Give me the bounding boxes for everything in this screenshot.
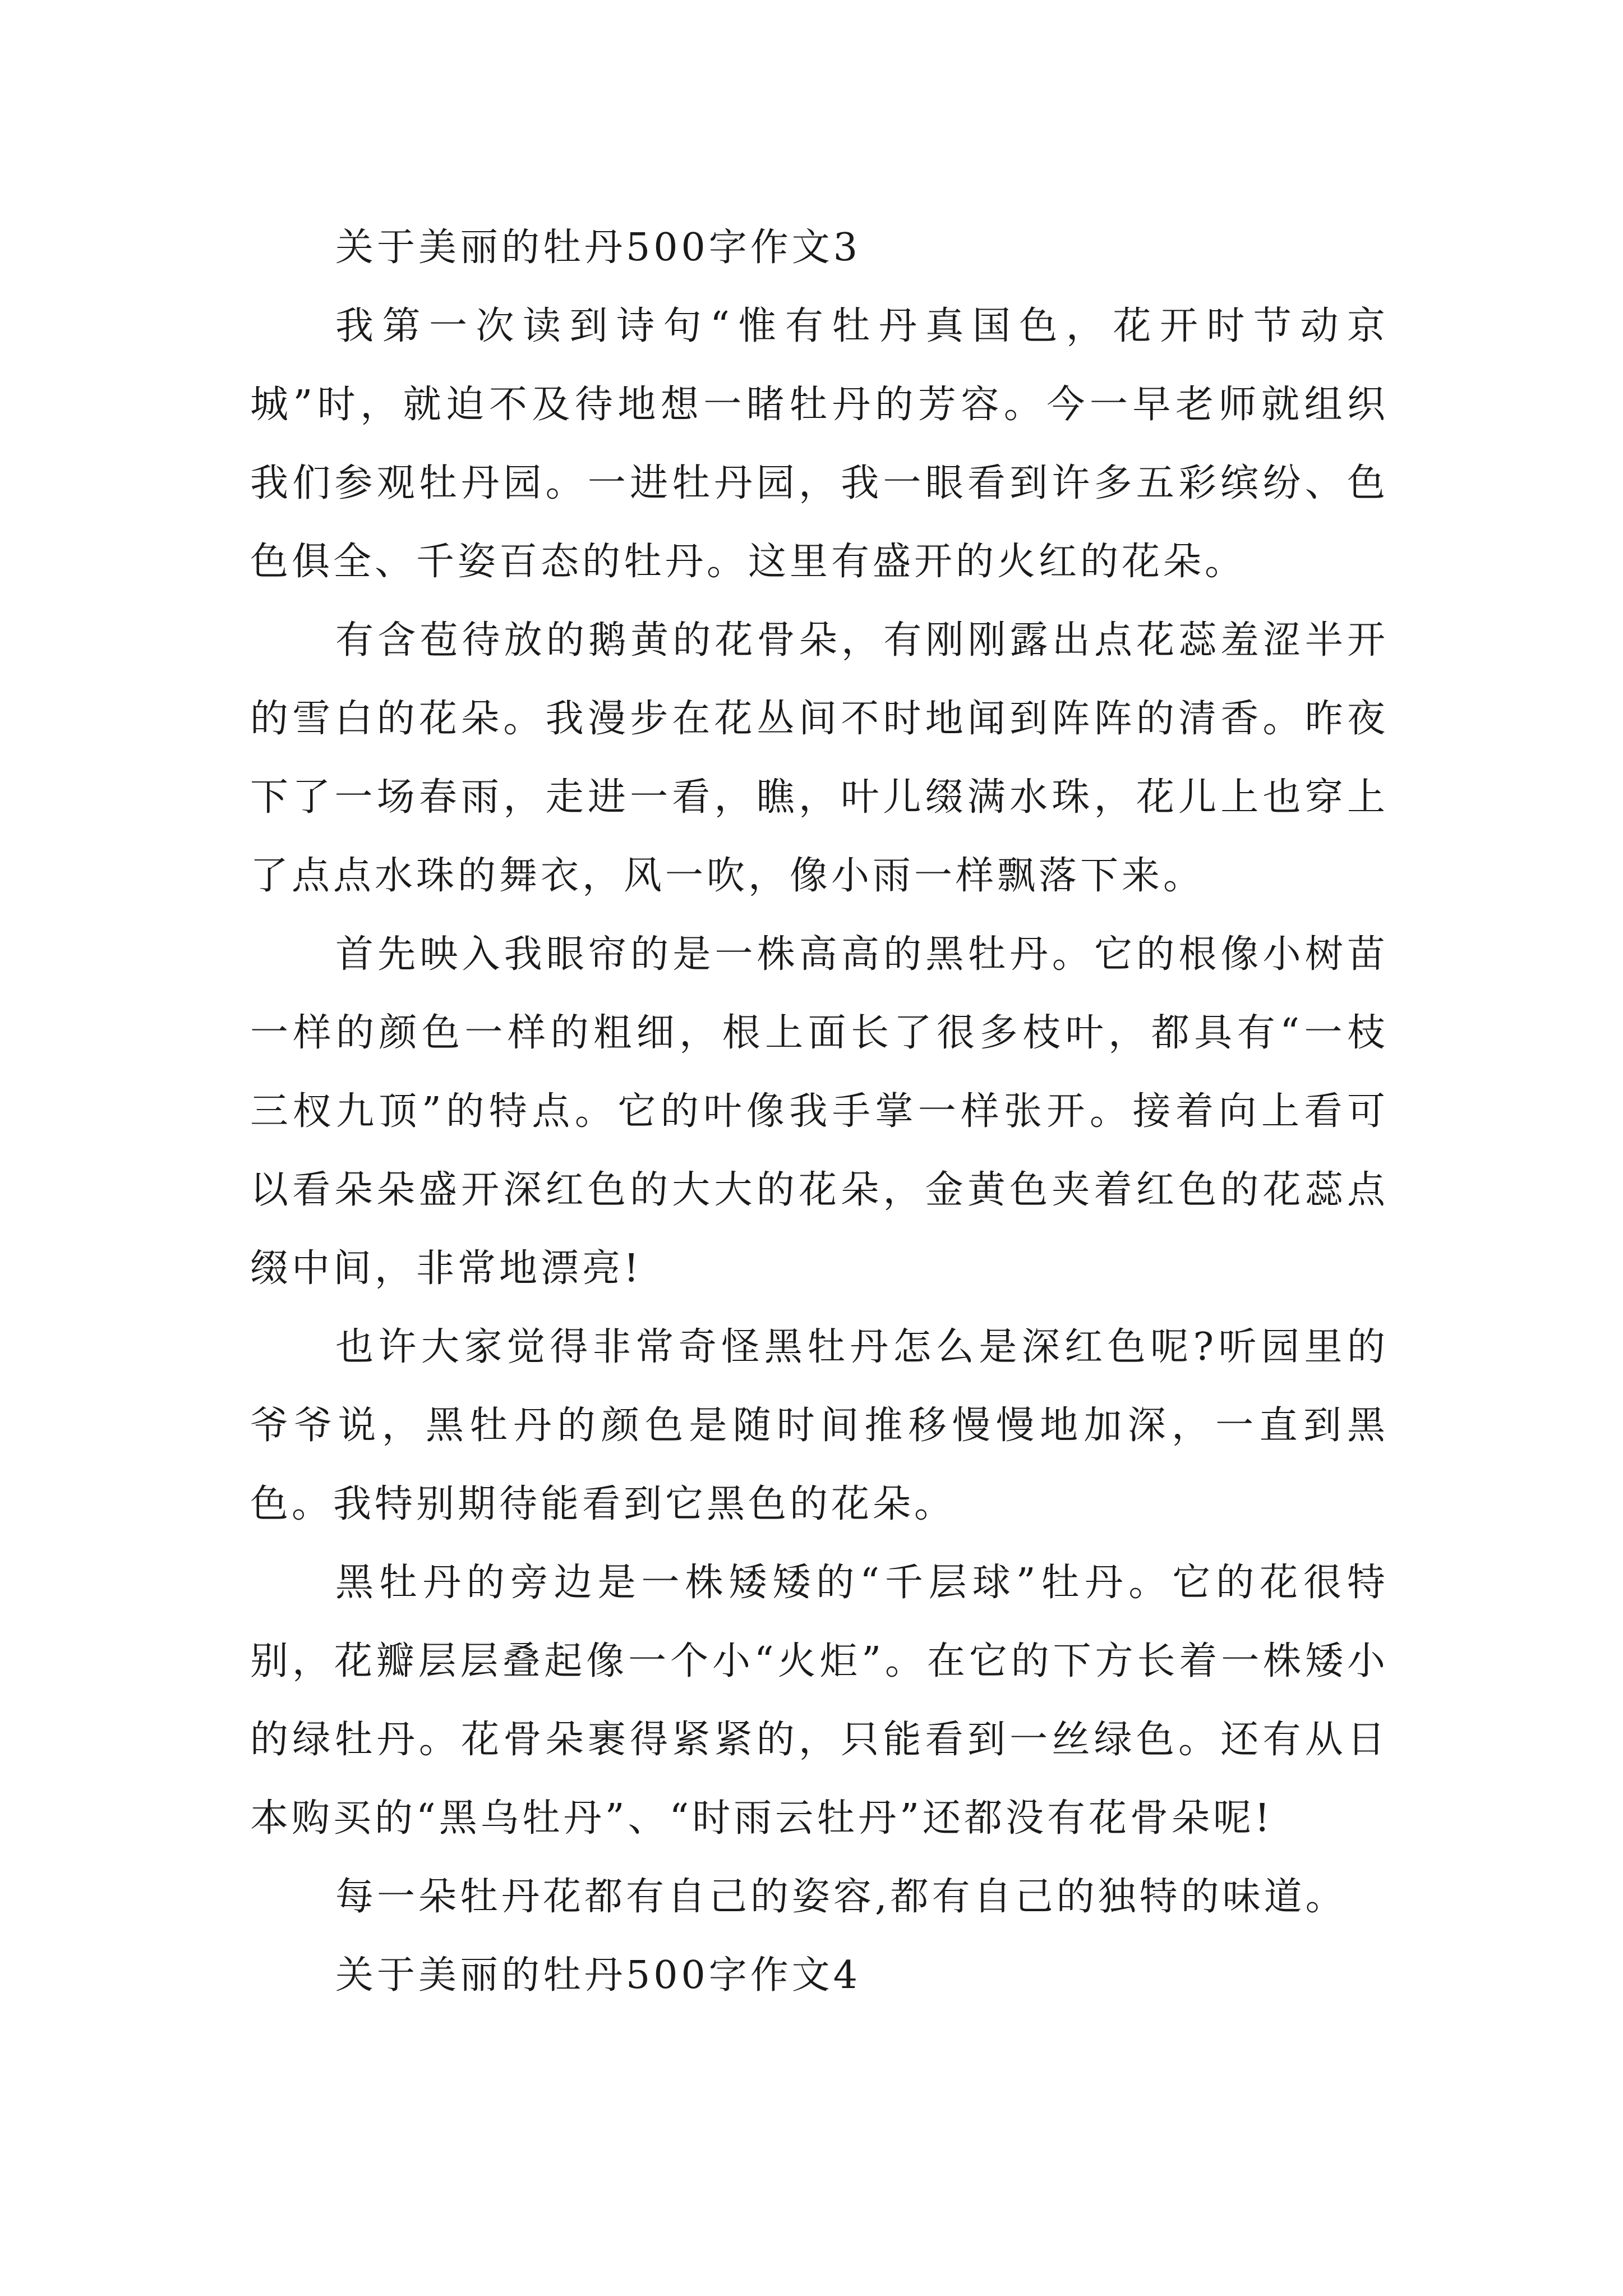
paragraph-5: 黑牡丹的旁边是一株矮矮的“千层球”牡丹。它的花很特别，花瓣层层叠起像一个小“火炬”。在它的下方长着一株矮小的绿牡丹。花骨朵裹得紧紧的，只能看到一丝绿色。还有从日本购买的“黑乌牡丹”、“时雨云牡丹”还都没有花骨朵呢!: [250, 1561, 1389, 1841]
paragraph-4: 也许大家觉得非常奇怪黑牡丹怎么是深红色呢?听园里的爷爷说，黑牡丹的颜色是随时间推移慢慢地加深，一直到黑色。我特别期待能看到它黑色的花朵。: [250, 1325, 1389, 1526]
essay-title-4: 关于美丽的牡丹500字作文4: [335, 1953, 861, 1998]
paragraph-3: 首先映入我眼帘的是一株高高的黑牡丹。它的根像小树苗一样的颜色一样的粗细，根上面长了很多枝叶，都具有“一枝三杈九顶”的特点。它的叶像我手掌一样张开。接着向上看可以看朵朵盛开深红色的大大的花朵，金黄色夹着红色的花蕊点缀中间，非常地漂亮!: [250, 932, 1389, 1291]
paragraph-1: 我第一次读到诗句“惟有牡丹真国色，花开时节动京城”时，就迫不及待地想一睹牡丹的芳容。今一早老师就组织我们参观牡丹园。一进牡丹园，我一眼看到许多五彩缤纷、色色俱全、千姿百态的牡丹。这里有盛开的火红的花朵。: [250, 304, 1389, 584]
document-body: [250, 209, 1389, 2015]
paragraph-2: 有含苞待放的鹅黄的花骨朵，有刚刚露出点花蕊羞涩半开的雪白的花朵。我漫步在花丛间不时地闻到阵阵的清香。昨夜下了一场春雨，走进一看，瞧，叶儿缀满水珠，花儿上也穿上了点点水珠的舞衣，风一吹，像小雨一样飘落下来。: [250, 618, 1389, 898]
essay-title-3: 关于美丽的牡丹500字作文3: [335, 226, 861, 270]
paragraph-6: 每一朵牡丹花都有自己的姿容,都有自己的独特的味道。: [335, 1875, 1347, 1919]
